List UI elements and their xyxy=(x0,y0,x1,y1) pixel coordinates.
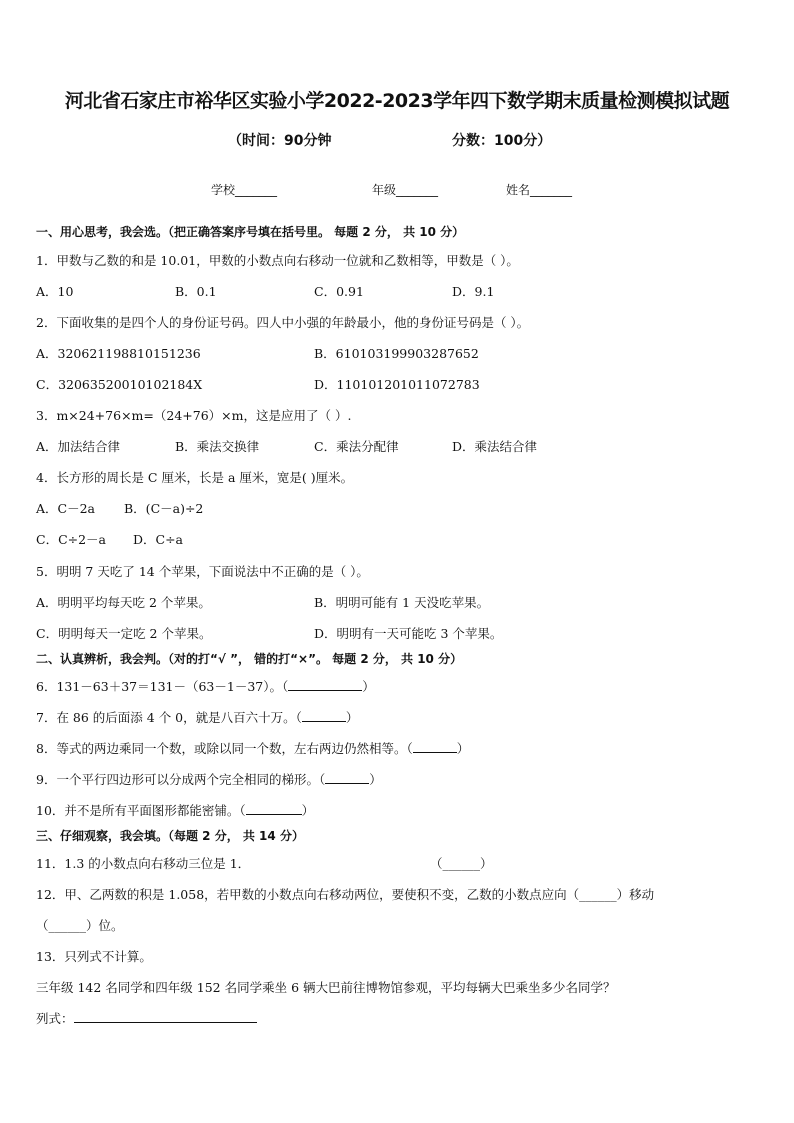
q6-text: 6．131－63＋37＝131－（63－1－37）。（ xyxy=(36,679,289,694)
q11-answer-blank[interactable]: （______） xyxy=(430,856,493,871)
q7-answer-blank[interactable] xyxy=(302,709,346,722)
q9-text: 9．一个平行四边形可以分成两个完全相同的梯形。（ xyxy=(36,772,326,787)
q2-option-d: D．110101201011072783 xyxy=(314,377,480,392)
q10-close: ） xyxy=(301,803,315,818)
q7-text: 7．在 86 的后面添 4 个 0，就是八百六十万。（ xyxy=(36,710,302,725)
q3-option-b: B．乘法交换律 xyxy=(175,439,260,454)
school-field[interactable]: 学校_______ xyxy=(211,183,278,197)
q2-stem: 2．下面收集的是四个人的身份证号码。四人中小强的年龄最小，他的身份证号码是（ ）。 xyxy=(36,315,530,330)
q1-option-a: A．10 xyxy=(36,284,74,299)
q4-option-a: A．C－2a xyxy=(36,501,95,516)
q8-line xyxy=(36,739,469,757)
q11-text: 11．1.3 的小数点向右移动三位是 1． xyxy=(36,856,251,871)
q5-option-a: A．明明平均每天吃 2 个苹果。 xyxy=(36,595,211,610)
q7-close: ） xyxy=(345,710,359,725)
q7-line xyxy=(36,708,358,726)
grade-field[interactable]: 年级_______ xyxy=(372,183,439,197)
q10-line xyxy=(36,801,314,819)
section1-heading: 一、用心思考，我会选。（把正确答案序号填在括号里。 每题 2 分， 共 10 分） xyxy=(36,225,465,239)
q6-line xyxy=(36,677,375,695)
q5-option-b: B．明明可能有 1 天没吃苹果。 xyxy=(314,595,490,610)
q2-option-a: A．320621198810151236 xyxy=(36,346,201,361)
q5-option-c: C．明明每天一定吃 2 个苹果。 xyxy=(36,626,212,641)
q4-option-b: B．(C－a)÷2 xyxy=(124,501,204,516)
section3-heading: 三、仔细观察，我会填。（每题 2 分， 共 14 分） xyxy=(36,829,304,843)
q9-line xyxy=(36,770,382,788)
q3-option-c: C．乘法分配律 xyxy=(314,439,399,454)
q3-stem: 3．m×24+76×m=（24+76）×m，这是应用了（ ）. xyxy=(36,408,352,423)
q2-option-c: C．32063520010102184X xyxy=(36,377,203,392)
q13-formula-label: 列式： xyxy=(36,1011,74,1026)
section2-heading: 二、认真辨析，我会判。（对的打“√ ”， 错的打“×”。 每题 2 分， 共 10 分） xyxy=(36,652,463,666)
q12-text-line2: （______）位。 xyxy=(36,918,124,933)
q2-option-b: B．610103199903287652 xyxy=(314,346,479,361)
exam-title: 河北省石家庄市裕华区实验小学2022-2023学年四下数学期末质量检测模拟试题 xyxy=(64,90,730,112)
q6-answer-blank[interactable] xyxy=(288,678,362,691)
q6-close: ） xyxy=(362,679,375,694)
q8-answer-blank[interactable] xyxy=(413,740,457,753)
q1-option-b: B．0.1 xyxy=(175,284,217,299)
q3-option-d: D．乘法结合律 xyxy=(452,439,538,454)
q10-answer-blank[interactable] xyxy=(246,802,302,815)
q5-stem: 5．明明 7 天吃了 14 个苹果，下面说法中不正确的是（ ）。 xyxy=(36,564,369,579)
q9-close: ） xyxy=(369,772,382,787)
q8-text: 8．等式的两边乘同一个数，或除以同一个数，左右两边仍然相等。（ xyxy=(36,741,413,756)
q13-text: 13．只列式不计算。 xyxy=(36,949,152,964)
q1-option-d: D．9.1 xyxy=(452,284,495,299)
q13-formula-blank[interactable] xyxy=(74,1010,257,1023)
q4-option-d: D．C÷a xyxy=(133,532,184,547)
q3-option-a: A．加法结合律 xyxy=(36,439,121,454)
q4-stem: 4．长方形的周长是 C 厘米，长是 a 厘米，宽是( )厘米。 xyxy=(36,470,354,485)
q13-problem: 三年级 142 名同学和四年级 152 名同学乘坐 6 辆大巴前往博物馆参观，平均每辆大巴乘坐多少名同学？ xyxy=(36,980,616,995)
q10-text: 10．并不是所有平面图形都能密铺。（ xyxy=(36,803,246,818)
exam-time: （时间：90分钟 xyxy=(228,133,332,149)
name-field[interactable]: 姓名_______ xyxy=(506,183,573,197)
q1-option-c: C．0.91 xyxy=(314,284,364,299)
q4-option-c: C．C÷2－a xyxy=(36,532,107,547)
q13-formula-line xyxy=(36,1009,257,1027)
q9-answer-blank[interactable] xyxy=(325,771,369,784)
q1-stem: 1．甲数与乙数的和是 10.01，甲数的小数点向右移动一位就和乙数相等，甲数是（ ）。 xyxy=(36,253,519,268)
exam-score: 分数：100分） xyxy=(452,133,552,149)
q12-text-line1: 12．甲、乙两数的积是 1.058，若甲数的小数点向右移动两位，要使积不变，乙数的小数点应向（______）移动 xyxy=(36,887,655,902)
q5-option-d: D．明明有一天可能吃 3 个苹果。 xyxy=(314,626,503,641)
q8-close: ） xyxy=(456,741,470,756)
